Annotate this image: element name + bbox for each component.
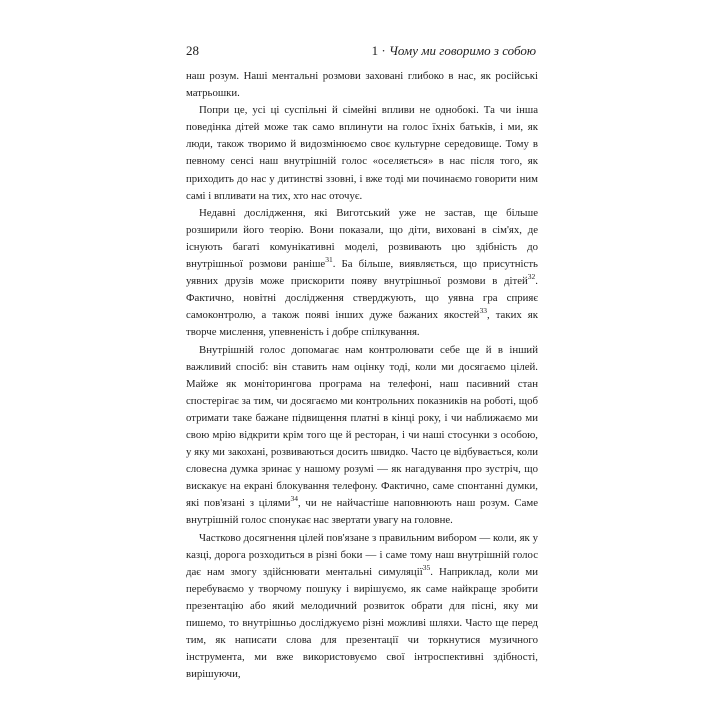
footnote-marker: 33 xyxy=(479,306,487,316)
paragraph-text: Попри це, усі ці суспільні й сімейні впливи не однобокі. Та чи інша поведінка дітей може так само вплинути на голос їхніх батьків, і ми, як люди, також творимо й видозмінюємо своє культурне середовище. Тому в певному сенсі наш внутрішній голос «оселяється» в нас після того, як приходить до нас у дитинстві ззовні, і вже тоді ми починаємо говорити ним самі і впливати на тих, хто нас оточує. xyxy=(186,104,538,202)
paragraph xyxy=(186,102,538,205)
paragraph-text: . Ба більше, виявляється, що присутність уявних друзів може прискорити появу внутрішньої розмови в дітей xyxy=(186,258,538,288)
paragraph-text: . Наприклад, коли ми перебуваємо у творчому пошуку і вирішуємо, як саме найкраще зробити презентацію або який мелодичний розвиток обрати для пісні, яку ми пишемо, то внутрішньо досліджуємо різні можливі шляхи. Часто ще перед тим, як написати слова для презентації чи торкнутися музичного інструмента, ми вже використовуємо свої інтроспективні здібності, вирішуючи, xyxy=(186,565,538,681)
paragraph xyxy=(186,68,538,102)
paragraph-text: наш розум. Наші ментальні розмови заховані глибоко в нас, як російські матрьошки. xyxy=(186,70,538,100)
paragraph-text: Частково досягнення цілей пов'язане з правильним вибором — коли, як у казці, дорога розходиться в різні боки — і саме тому наш внутрішній голос дає нам змогу здійснювати ментальні симуляції xyxy=(186,531,538,578)
paragraph xyxy=(186,530,538,684)
paragraph xyxy=(186,342,538,530)
body-text xyxy=(186,68,538,683)
chapter-number: 1 xyxy=(371,43,379,58)
page-header xyxy=(186,42,536,60)
footnote-marker: 35 xyxy=(422,562,431,572)
footnote-marker: 31 xyxy=(325,255,333,265)
page-number: 28 xyxy=(186,43,199,58)
paragraph xyxy=(186,205,538,342)
footnote-marker: 34 xyxy=(290,494,298,504)
paragraph-text: Недавні дослідження, які Виготський уже не застав, ще більше розширили його теорію. Вони показали, що діти, виховані в сім'ях, де існують багаті комунікативні моделі, розвивають цю здібність до внутрішньої розмови раніше xyxy=(186,206,538,271)
paragraph-text: , чи не найчастіше наповнюють наш розум. Саме внутрішній голос спонукає нас звертати увагу на головне. xyxy=(186,497,539,527)
chapter-title: Чому ми говоримо з собою xyxy=(388,43,536,58)
running-head xyxy=(372,42,536,60)
footnote-marker: 32 xyxy=(527,272,536,282)
paragraph-text: . Фактично, новітні дослідження стверджують, що уявна гра сприяє самоконтролю, а також появі інших дуже бажаних якостей xyxy=(186,275,538,322)
paragraph-text: , таких як творче мислення, упевненість і добре спілкування. xyxy=(186,309,538,339)
running-head-separator: · xyxy=(378,43,389,58)
paragraph-text: Внутрішній голос допомагає нам контролювати себе ще й в інший важливий спосіб: він ставить нам оцінку тоді, коли ми досягаємо цілей. Майже як моніторингова програма на телефоні, наш пасивний стан спостерігає за тим, чи досягаємо ми контрольних показників на роботі, щоб отримати таке бажане підвищення платні в кінці року, і чи наближаємо ми свою мрію відкрити крім того ще й ресторан, і чи наші стосунки з особою, у яку ми закохані, розвиваються досить швидко. Часто це відбувається, коли словесна думка зринає у нашому розумі — як нагадування про зустріч, що вискакує на екрані блокування телефону. Фактично, саме спонтанні думки, які пов'язані з цілями xyxy=(186,343,538,510)
